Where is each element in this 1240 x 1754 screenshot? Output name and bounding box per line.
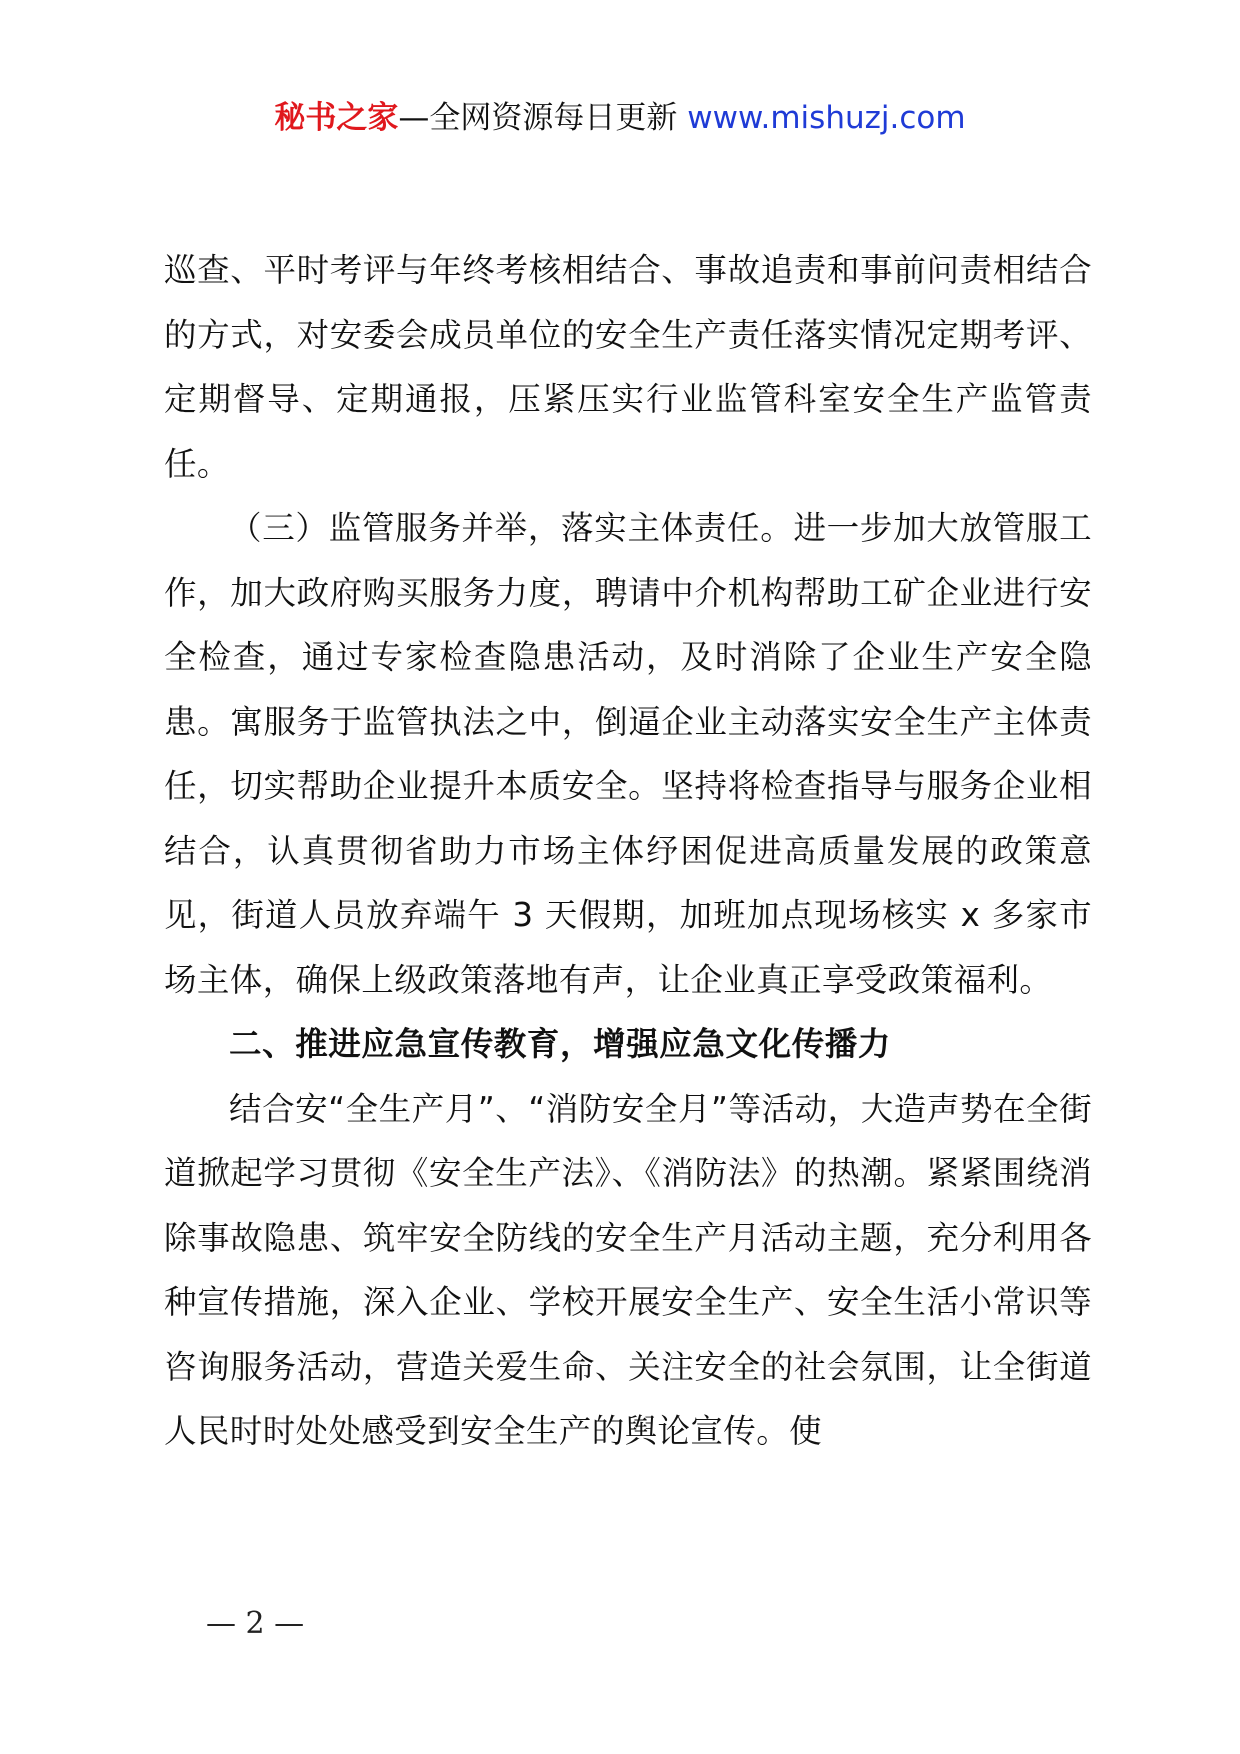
brand-name: 秘书之家 (274, 100, 399, 136)
site-url-link[interactable]: www.mishuzj.com (687, 100, 966, 136)
site-banner (0, 98, 1240, 138)
document-body (164, 238, 1092, 1464)
paragraph-continued: 巡查、平时考评与年终考核相结合、事故追责和事前问责相结合的方式，对安委会成员单位的安全生产责任落实情况定期考评、定期督导、定期通报，压紧压实行业监管科室安全生产监管责任。 (164, 251, 1092, 483)
page-number: — 2 — (206, 1606, 305, 1641)
section-heading: 二、推进应急宣传教育，增强应急文化传播力 (229, 1025, 892, 1063)
paragraph-publicity: 结合安“全生产月”、“消防安全月”等活动，大造声势在全街道掀起学习贯彻《安全生产法》、《消防法》的热潮。紧紧围绕消除事故隐患、筑牢安全防线的安全生产月活动主题，充分利用各种宣传措施，深入企业、学校开展安全生产、安全生活小常识等咨询服务活动，营造关爱生命、关注安全的社会氛围，让全街道人民时时处处感受到安全生产的舆论宣传。使 (164, 1089, 1092, 1450)
paragraph-supervision-service: （三）监管服务并举，落实主体责任。进一步加大放管服工作，加大政府购买服务力度，聘请中介机构帮助工矿企业进行安全检查，通过专家检查隐患活动，及时消除了企业生产安全隐患。寓服务于监管执法之中，倒逼企业主动落实安全生产主体责任，切实帮助企业提升本质安全。坚持将检查指导与服务企业相结合，认真贯彻省助力市场主体纾困促进高质量发展的政策意见，街道人员放弃端午 3 天假期，加班加点现场核实 x 多家市场主体，确保上级政策落地有声，让企业真正享受政策福利。 (164, 509, 1092, 999)
banner-slogan: —全网资源每日更新 (398, 100, 678, 136)
